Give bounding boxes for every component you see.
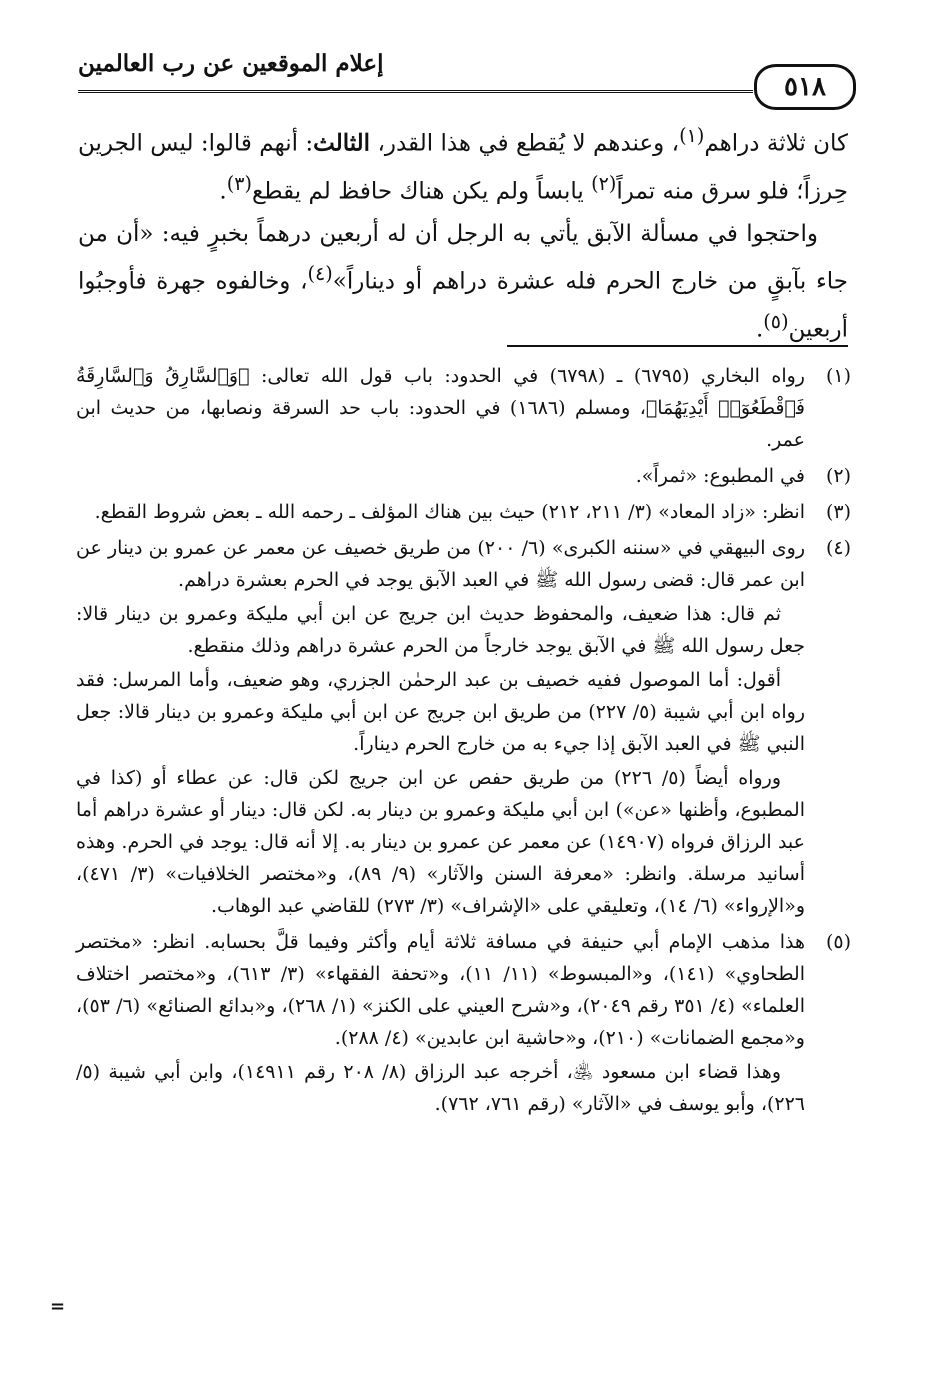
footnote-ref: (٣): [226, 171, 252, 195]
footnotes: [76, 360, 851, 1124]
footnote-ref: (٢): [591, 171, 617, 195]
footnote-ref: (٥): [763, 309, 789, 333]
header-rule: [78, 90, 753, 93]
footnote-text: أقول: أما الموصول ففيه خصيف بن عبد الرحمٰن الجزري، وهو ضعيف، وأما المرسل: فقد رواه ابن أبي شيبة (٥/ ٢٢٧) من طريق ابن جريج عن ابن أبي مليكة وعمرو بن دينار قالا: جعل النبي ﷺ في العبد الآبق إذا جيء به من خارج الحرم ديناراً.: [76, 669, 805, 755]
footnote-ref: (١): [679, 124, 705, 147]
footnote-text: وهذا قضاء ابن مسعود ﵁، أخرجه عبد الرزاق (٨/ ٢٠٨ رقم ١٤٩١١)، وابن أبي شيبة (٥/ ٢٢٦)، وأبو يوسف في «الآثار» (رقم ٧٦١، ٧٦٢).: [76, 1061, 805, 1115]
footnote: [76, 532, 851, 922]
footnote-number: (١): [825, 365, 851, 387]
footnote: [76, 460, 851, 492]
footnote-separator: [507, 345, 848, 347]
emphasis-term: الثالث: [313, 129, 371, 157]
footnote-number: (٤): [825, 537, 851, 559]
continuation-mark: =: [50, 1296, 66, 1317]
footnote: [76, 496, 851, 528]
footnote-text: رواه البخاري (٦٧٩٥) ـ (٦٧٩٨) في الحدود: باب قول الله تعالى: ﴿وَٱلسَّارِقُ وَٱلسَّارِقَةُ فَٱقْطَعُوٓا۟ أَيْدِيَهُمَا﴾، ومسلم (١٦٨٦) في الحدود: باب حد السرقة ونصابها، من حديث ابن عمر.: [76, 365, 806, 451]
page-number-badge: ٥١٨: [754, 64, 856, 110]
page-header: [78, 44, 848, 102]
footnote-text: انظر: «زاد المعاد» (٣/ ٢١١، ٢١٢) حيث بين هناك المؤلف ـ رحمه الله ـ بعض شروط القطع.: [94, 501, 805, 523]
main-paragraph: واحتجوا في مسألة الآبق يأتي به الرجل أن له أربعين درهماً بخبرٍ فيه: «أن من جاء بآبقٍ من خارج الحرم فله عشرة دراهم أو ديناراً»$^{(٤)}$، وخالفوه جهرة فأوجبُوا أربعين$^{(٥)}$.: [78, 221, 848, 343]
footnote: [76, 926, 851, 1120]
footnote-number: (٥): [825, 931, 851, 953]
main-paragraph: كان ثلاثة دراهم$^{(١)}$، وعندهم لا يُقطع في هذا القدر، الثالث: أنهم قالوا: ليس الجرين حِرزاً؛ فلو سرق منه تمراً$^{(٢)}$ يابساً ولم يكن هناك حافظ لم يقطع$^{(٣)}$.: [78, 124, 848, 205]
footnote: [76, 360, 851, 456]
footnote-number: (٢): [825, 465, 851, 487]
footnote-number: (٣): [825, 501, 851, 523]
footnote-text: روى البيهقي في «سننه الكبرى» (٦/ ٢٠٠) من طريق خصيف عن معمر عن عمرو بن دينار عن ابن عمر قال: قضى رسول الله ﷺ في العبد الآبق يوجد في الحرم بعشرة دراهم.: [76, 537, 806, 591]
book-title: إعلام الموقعين عن رب العالمين: [78, 50, 384, 77]
footnote-ref: (٤): [307, 262, 333, 286]
main-text: [78, 116, 848, 350]
footnote-text: هذا مذهب الإمام أبي حنيفة في مسافة ثلاثة أيام وأكثر وفيما قلَّ بحسابه. انظر: «مختصر الطحاوي» (١٤١)، و«المبسوط» (١١/ ١١)، و«تحفة الفقهاء» (٣/ ٦١٣)، و«مختصر اختلاف العلماء» (٤/ ٣٥١ رقم ٢٠٤٩)، و«شرح العيني على الكنز» (١/ ٢٦٨)، و«بدائع الصنائع» (٦/ ٥٣)، و«مجمع الضمانات» (٢١٠)، و«حاشية ابن عابدين» (٤/ ٢٨٨).: [76, 931, 805, 1049]
footnote-text: في المطبوع: «ثمراً».: [635, 465, 805, 487]
footnote-text: ثم قال: هذا ضعيف، والمحفوظ حديث ابن جريج عن ابن أبي مليكة وعمرو بن دينار قالا: جعل رسول الله ﷺ في الآبق يوجد خارجاً من الحرم عشرة دراهم وذلك منقطع.: [76, 603, 805, 657]
footnote-text: ورواه أيضاً (٥/ ٢٢٦) من طريق حفص عن ابن جريج لكن قال: عن عطاء أو (كذا في المطبوع، وأظنها «عن») ابن أبي مليكة وعمرو بن دينار به. لكن قال: دينار أو عشرة دراهم أما عبد الرزاق فرواه (١٤٩٠٧) عن معمر عن عمرو بن دينار به. إلا أنه قال: يوجد في الحرم. وهذه أسانيد مرسلة. وانظر: «معرفة السنن والآثار» (٩/ ٨٩)، و«مختصر الخلافيات» (٣/ ٤٧١)، و«الإرواء» (٦/ ١٤)، وتعليقي على «الإشراف» (٣/ ٢٧٣) للقاضي عبد الوهاب.: [76, 767, 806, 917]
